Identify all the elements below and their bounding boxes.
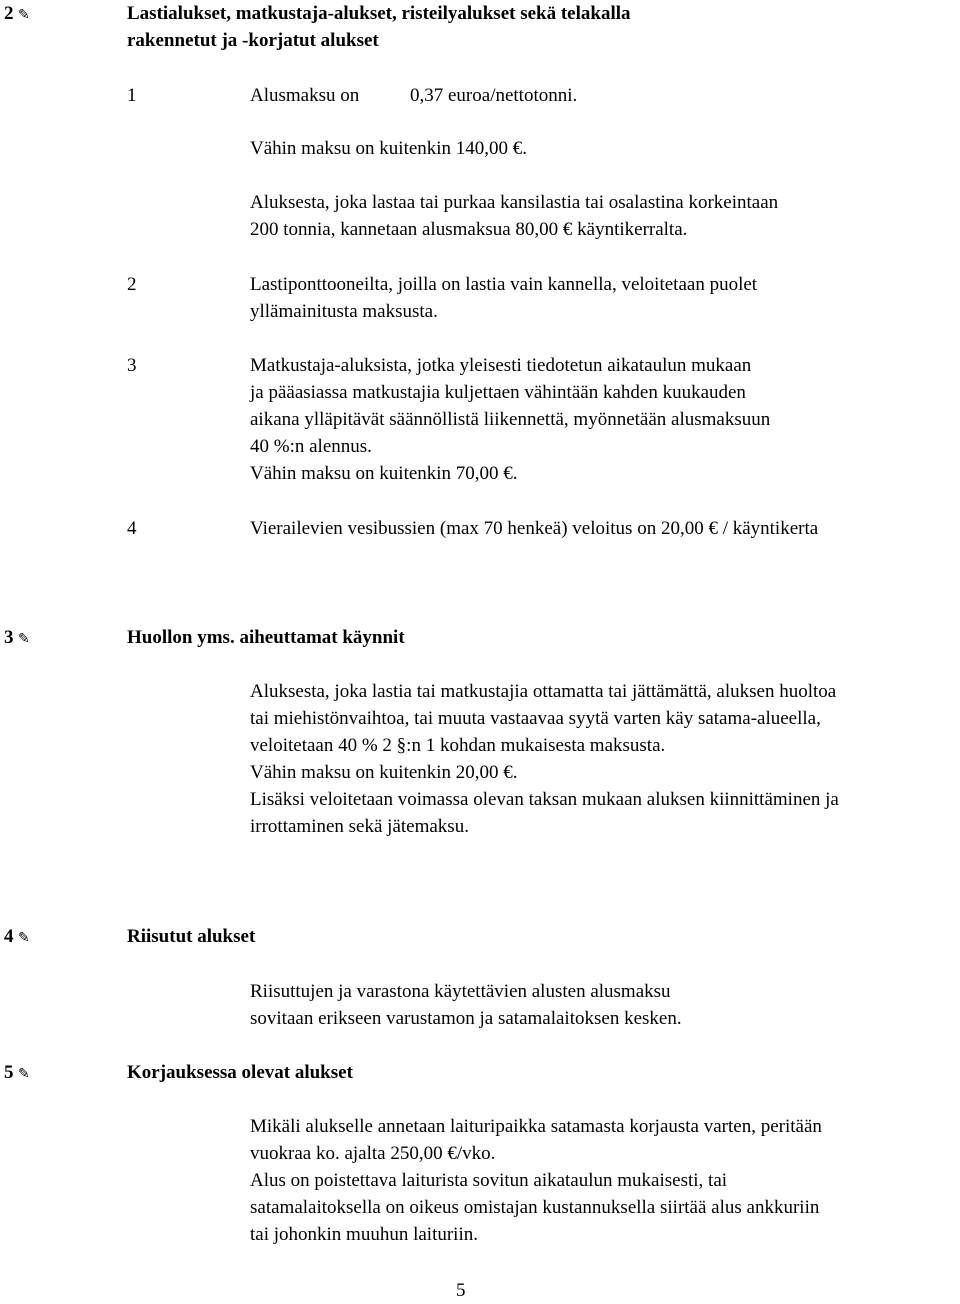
item-3-line-2: ja pääasiassa matkustajia kuljettaen vähintään kahden kuukauden xyxy=(250,382,746,403)
section-5-title: Korjauksessa olevat alukset xyxy=(127,1062,353,1083)
section-marker-icon: ✎ xyxy=(13,7,30,23)
section-3-heading xyxy=(4,624,30,653)
item-3-line-3: aikana ylläpitävät säännöllistä liikennettä, myönnetään alusmaksuun xyxy=(250,409,771,430)
page-number: 5 xyxy=(456,1280,466,1301)
section-3-line-5: Lisäksi veloitetaan voimassa olevan taksan mukaan aluksen kiinnittäminen ja xyxy=(250,789,839,810)
section-5-line-1: Mikäli alukselle annetaan laituripaikka satamasta korjausta varten, peritään xyxy=(250,1116,822,1137)
section-3-title: Huollon yms. aiheuttamat käynnit xyxy=(127,627,405,648)
section-5-line-2: vuokraa ko. ajalta 250,00 €/vko. xyxy=(250,1143,496,1164)
section-4-line-2: sovitaan erikseen varustamon ja satamalaitoksen kesken. xyxy=(250,1008,682,1029)
section-3-number: 3 xyxy=(4,627,14,648)
item-2-line-1: Lastiponttooneilta, joilla on lastia vain kannella, veloitetaan puolet xyxy=(250,274,758,295)
item-2-number: 2 xyxy=(127,274,137,295)
item-1-min-fee: Vähin maksu on kuitenkin 140,00 €. xyxy=(250,138,528,159)
item-3-line-4: 40 %:n alennus. xyxy=(250,436,372,457)
item-4-line-1: Vierailevien vesibussien (max 70 henkeä) veloitus on 20,00 € / käyntikerta xyxy=(250,518,819,539)
section-2-number: 2 xyxy=(4,3,14,24)
item-1-note-line-1: Aluksesta, joka lastaa tai purkaa kansilastia tai osalastina korkeintaan xyxy=(250,192,779,213)
section-5-line-3: Alus on poistettava laiturista sovitun aikataulun mukaisesti, tai xyxy=(250,1170,728,1191)
section-3-line-6: irrottaminen sekä jätemaksu. xyxy=(250,816,469,837)
item-3-line-5: Vähin maksu on kuitenkin 70,00 €. xyxy=(250,463,518,484)
item-1-note-line-2: 200 tonnia, kannetaan alusmaksua 80,00 € käyntikerralta. xyxy=(250,219,688,240)
section-marker-icon: ✎ xyxy=(13,1066,30,1082)
section-4-number: 4 xyxy=(4,926,14,947)
item-1-value: 0,37 euroa/nettotonni. xyxy=(410,85,578,106)
item-1-number: 1 xyxy=(127,85,137,106)
section-5-line-4: satamalaitoksella on oikeus omistajan kustannuksella siirtää alus ankkuriin xyxy=(250,1197,820,1218)
item-1-label: Alusmaksu on xyxy=(250,85,360,106)
section-3-line-2: tai miehistönvaihtoa, tai muuta vastaavaa syytä varten käy satama-alueella, xyxy=(250,708,821,729)
section-2-heading xyxy=(4,0,30,29)
section-4-heading xyxy=(4,923,30,952)
section-5-number: 5 xyxy=(4,1062,14,1083)
section-5-heading xyxy=(4,1059,30,1088)
section-marker-icon: ✎ xyxy=(13,631,30,647)
section-3-line-1: Aluksesta, joka lastia tai matkustajia ottamatta tai jättämättä, aluksen huoltoa xyxy=(250,681,837,702)
section-marker-icon: ✎ xyxy=(13,930,30,946)
section-2-title-line-1: Lastialukset, matkustaja-alukset, risteilyalukset sekä telakalla xyxy=(127,3,631,24)
item-3-number: 3 xyxy=(127,355,137,376)
item-2-line-2: yllämainitusta maksusta. xyxy=(250,301,438,322)
section-3-line-3: veloitetaan 40 % 2 §:n 1 kohdan mukaisesta maksusta. xyxy=(250,735,666,756)
item-4-number: 4 xyxy=(127,518,137,539)
section-4-line-1: Riisuttujen ja varastona käytettävien alusten alusmaksu xyxy=(250,981,671,1002)
section-2-title-line-2: rakennetut ja -korjatut alukset xyxy=(127,30,379,51)
section-3-line-4: Vähin maksu on kuitenkin 20,00 €. xyxy=(250,762,518,783)
section-4-title: Riisutut alukset xyxy=(127,926,256,947)
section-5-line-5: tai johonkin muuhun laituriin. xyxy=(250,1224,478,1245)
item-3-line-1: Matkustaja-aluksista, jotka yleisesti tiedotetun aikataulun mukaan xyxy=(250,355,752,376)
